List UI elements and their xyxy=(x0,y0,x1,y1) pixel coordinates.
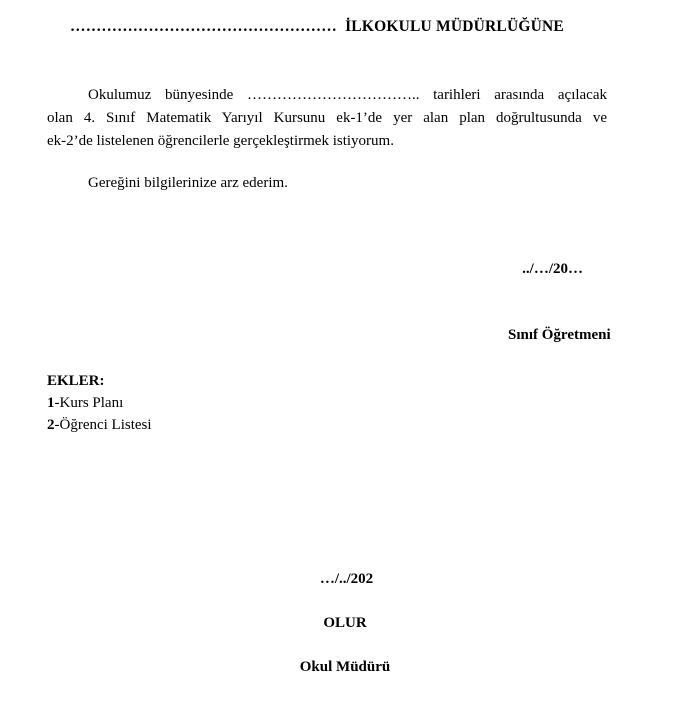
approval-olur: OLUR xyxy=(323,615,367,631)
heading-dots: …………………………………………… xyxy=(70,18,337,35)
attachments-title: EKLER: xyxy=(47,373,105,389)
principal-title: Okul Müdürü xyxy=(299,659,391,675)
attachment-number: 2 xyxy=(47,417,55,433)
heading-title: İLKOKULU MÜDÜRLÜĞÜNE xyxy=(345,18,564,35)
attachments-section xyxy=(47,370,152,436)
attachment-number: 1 xyxy=(47,395,55,411)
attachment-text: -Öğrenci Listesi xyxy=(54,417,152,433)
letter-heading xyxy=(70,18,564,36)
body-paragraph-1 xyxy=(47,84,607,153)
signature-date: ../…/20… xyxy=(522,261,583,277)
approval-date: …/../202 xyxy=(319,571,374,587)
body-line-2: olan 4. Sınıf Matematik Yarıyıl Kursunu ek-1’de yer alan plan doğrultusunda ve xyxy=(47,110,607,126)
body-line-1: Okulumuz bünyesinde …………………………….. tarihleri arasında açılacak xyxy=(88,87,607,103)
body-paragraph-2: Gereğini bilgilerinize arz ederim. xyxy=(88,175,288,191)
signer-title: Sınıf Öğretmeni xyxy=(508,327,611,343)
attachment-item xyxy=(47,392,152,414)
attachment-item xyxy=(47,414,152,436)
attachment-text: -Kurs Planı xyxy=(54,395,124,411)
body-line-3: ek-2’de listelenen öğrencilerle gerçekleştirmek istiyorum. xyxy=(47,133,394,149)
